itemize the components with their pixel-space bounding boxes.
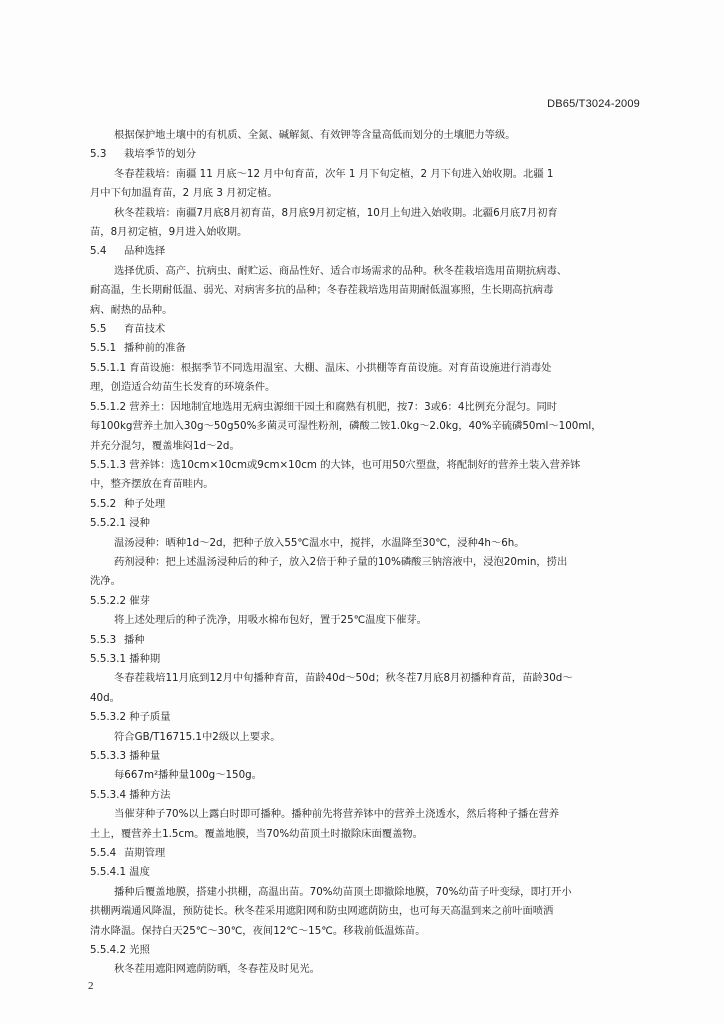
- paragraph-line: [90, 611, 660, 630]
- paragraph-text: 符合GB/T16715.1中2级以上要求。: [114, 730, 281, 743]
- section-title: 栽培季节的划分: [124, 148, 197, 161]
- section-number: 5.5: [90, 323, 107, 336]
- section-title: 苗期管理: [124, 847, 166, 860]
- paragraph-line: [90, 553, 660, 572]
- section-heading: [90, 339, 660, 358]
- section-number: 5.5.2: [90, 497, 117, 510]
- section-number: 5.5.4: [90, 847, 117, 860]
- paragraph-text: 每667m²播种量100g～150g。: [114, 769, 262, 782]
- text-line: 5.5.1.2 营养土：因地制宜地选用无病虫源细干园土和腐熟有机肥，按7：3或6：4比例充分混匀。同时: [90, 400, 558, 413]
- section-heading: [90, 631, 660, 650]
- paragraph-line: [90, 204, 660, 223]
- paragraph-line: [90, 165, 660, 184]
- document-code: DB65/T3024-2009: [547, 98, 640, 110]
- text-line: 5.5.3.2 种子质量: [90, 711, 171, 724]
- paragraph-line: [90, 728, 660, 747]
- text-line: 5.5.2.2 催芽: [90, 594, 150, 607]
- section-heading: [90, 320, 660, 339]
- text-line: 中，整齐摆放在育苗畦内。: [90, 478, 214, 491]
- section-heading: [90, 145, 660, 164]
- section-heading: [90, 844, 660, 863]
- paragraph-text: 当催芽种子70%以上露白时即可播种。播种前先将营养钵中的营养土浇透水，然后将种子播在营养: [114, 808, 560, 821]
- text-line: 并充分混匀，覆盖堆闷1d～2d。: [90, 439, 240, 452]
- text-line: 5.5.3.4 播种方法: [90, 788, 171, 801]
- paragraph-text: 秋冬茬用遮阳网遮荫防晒，冬春茬及时见光。: [114, 963, 320, 976]
- section-title: 播种前的准备: [124, 342, 186, 355]
- section-title: 播种: [124, 633, 145, 646]
- paragraph-text: 选择优质、高产、抗病虫、耐贮运、商品性好、适合市场需求的品种。秋冬茬栽培选用苗期抗病毒、: [114, 264, 568, 277]
- text-line: 5.5.4.2 光照: [90, 944, 150, 957]
- text-line: 每100kg营养土加入30g～50g50%多菌灵可湿性粉剂，磷酸二铵1.0kg～2.0kg，40%辛硫磷50ml～100ml，: [90, 420, 602, 433]
- text-line: 理，创造适合幼苗生长发育的环境条件。: [90, 381, 276, 394]
- text-line: 病、耐热的品种。: [90, 303, 173, 316]
- text-line: 5.5.1.1 育苗设施：根据季节不同选用温室、大棚、温床、小拱棚等育苗设施。对育苗设施进行消毒处: [90, 361, 552, 374]
- text-line: 洗净。: [90, 575, 121, 588]
- paragraph-text: 根据保护地土壤中的有机质、全氮、碱解氮、有效钾等含量高低而划分的土壤肥力等级。: [114, 129, 516, 141]
- text-line: 5.5.2.1 浸种: [90, 517, 150, 530]
- text-line: 5.5.4.1 温度: [90, 866, 150, 879]
- section-title: 品种选择: [124, 245, 166, 258]
- paragraph-line: [90, 126, 660, 145]
- section-title: 种子处理: [124, 497, 166, 510]
- page-number: 2: [88, 980, 94, 992]
- paragraph-line: [90, 805, 660, 824]
- section-number: 5.5.1: [90, 342, 117, 355]
- text-line: 5.5.1.3 营养钵：选10cm×10cm或9cm×10cm 的大钵，也可用50穴塑盘，将配制好的营养土装入营养钵: [90, 458, 581, 471]
- section-heading: [90, 242, 660, 261]
- section-number: 5.5.3: [90, 633, 117, 646]
- section-title: 育苗技术: [124, 323, 166, 336]
- text-line: 月中下旬加温育苗，2 月底 3 月初定植。: [90, 187, 278, 200]
- paragraph-text: 温汤浸种：晒种1d～2d，把种子放入55℃温水中，搅拌，水温降至30℃，浸种4h～6h。: [114, 536, 525, 549]
- text-line: 5.5.3.3 播种量: [90, 750, 161, 762]
- paragraph-text: 播种后覆盖地膜，搭建小拱棚，高温出苗。70%幼苗顶土即撤除地膜，70%幼苗子叶变绿，即打开小: [114, 885, 572, 898]
- paragraph-line: [90, 766, 660, 785]
- text-line: 5.5.3.1 播种期: [90, 652, 161, 665]
- text-line: 清水降温。保持白天25℃～30℃，夜间12℃～15℃。移栽前低温炼苗。: [90, 924, 426, 937]
- paragraph-line: [90, 262, 660, 281]
- paragraph-line: [90, 883, 660, 902]
- text-line: 土上，覆营养土1.5cm。覆盖地膜，当70%幼苗顶土时撤除床面覆盖物。: [90, 827, 423, 840]
- paragraph-text: 将上述处理后的种子洗净，用吸水棉布包好，置于25℃温度下催芽。: [114, 614, 427, 627]
- section-number: 5.4: [90, 245, 107, 258]
- paragraph-text: 秋冬茬栽培：南疆7月底8月初育苗，8月底9月初定植，10月上旬进入始收期。北疆6月底7月初育: [114, 206, 558, 219]
- section-number: 5.3: [90, 148, 107, 161]
- paragraph-text: 冬春茬栽培：南疆 11 月底～12 月中旬育苗，次年 1 月下旬定植，2 月下旬进入始收期。北疆 1: [114, 167, 554, 180]
- document-body: [90, 126, 660, 980]
- paragraph-line: [90, 960, 660, 979]
- paragraph-text: 药剂浸种：把上述温汤浸种后的种子，放入2倍于种子量的10%磷酸三钠溶液中，浸泡20min，捞出: [114, 555, 568, 568]
- text-line: 苗，8月初定植，9月进入始收期。: [90, 226, 248, 239]
- paragraph-text: 冬春茬栽培11月底到12月中旬播种育苗，苗龄40d～50d；秋冬茬7月底8月初播种育苗，苗龄30d～: [114, 672, 573, 685]
- paragraph-line: [90, 669, 660, 688]
- text-line: 拱棚两端通风降温，预防徒长。秋冬茬采用遮阳网和防虫网遮荫防虫，也可每天高温到来之前叶面喷洒: [90, 905, 554, 918]
- text-line: 耐高温，生长期耐低温、弱光、对病害多抗的品种；冬春茬栽培选用苗期耐低温寡照，生长期高抗病毒: [90, 284, 554, 297]
- paragraph-line: [90, 534, 660, 553]
- text-line: 40d。: [90, 691, 120, 704]
- section-heading: [90, 495, 660, 514]
